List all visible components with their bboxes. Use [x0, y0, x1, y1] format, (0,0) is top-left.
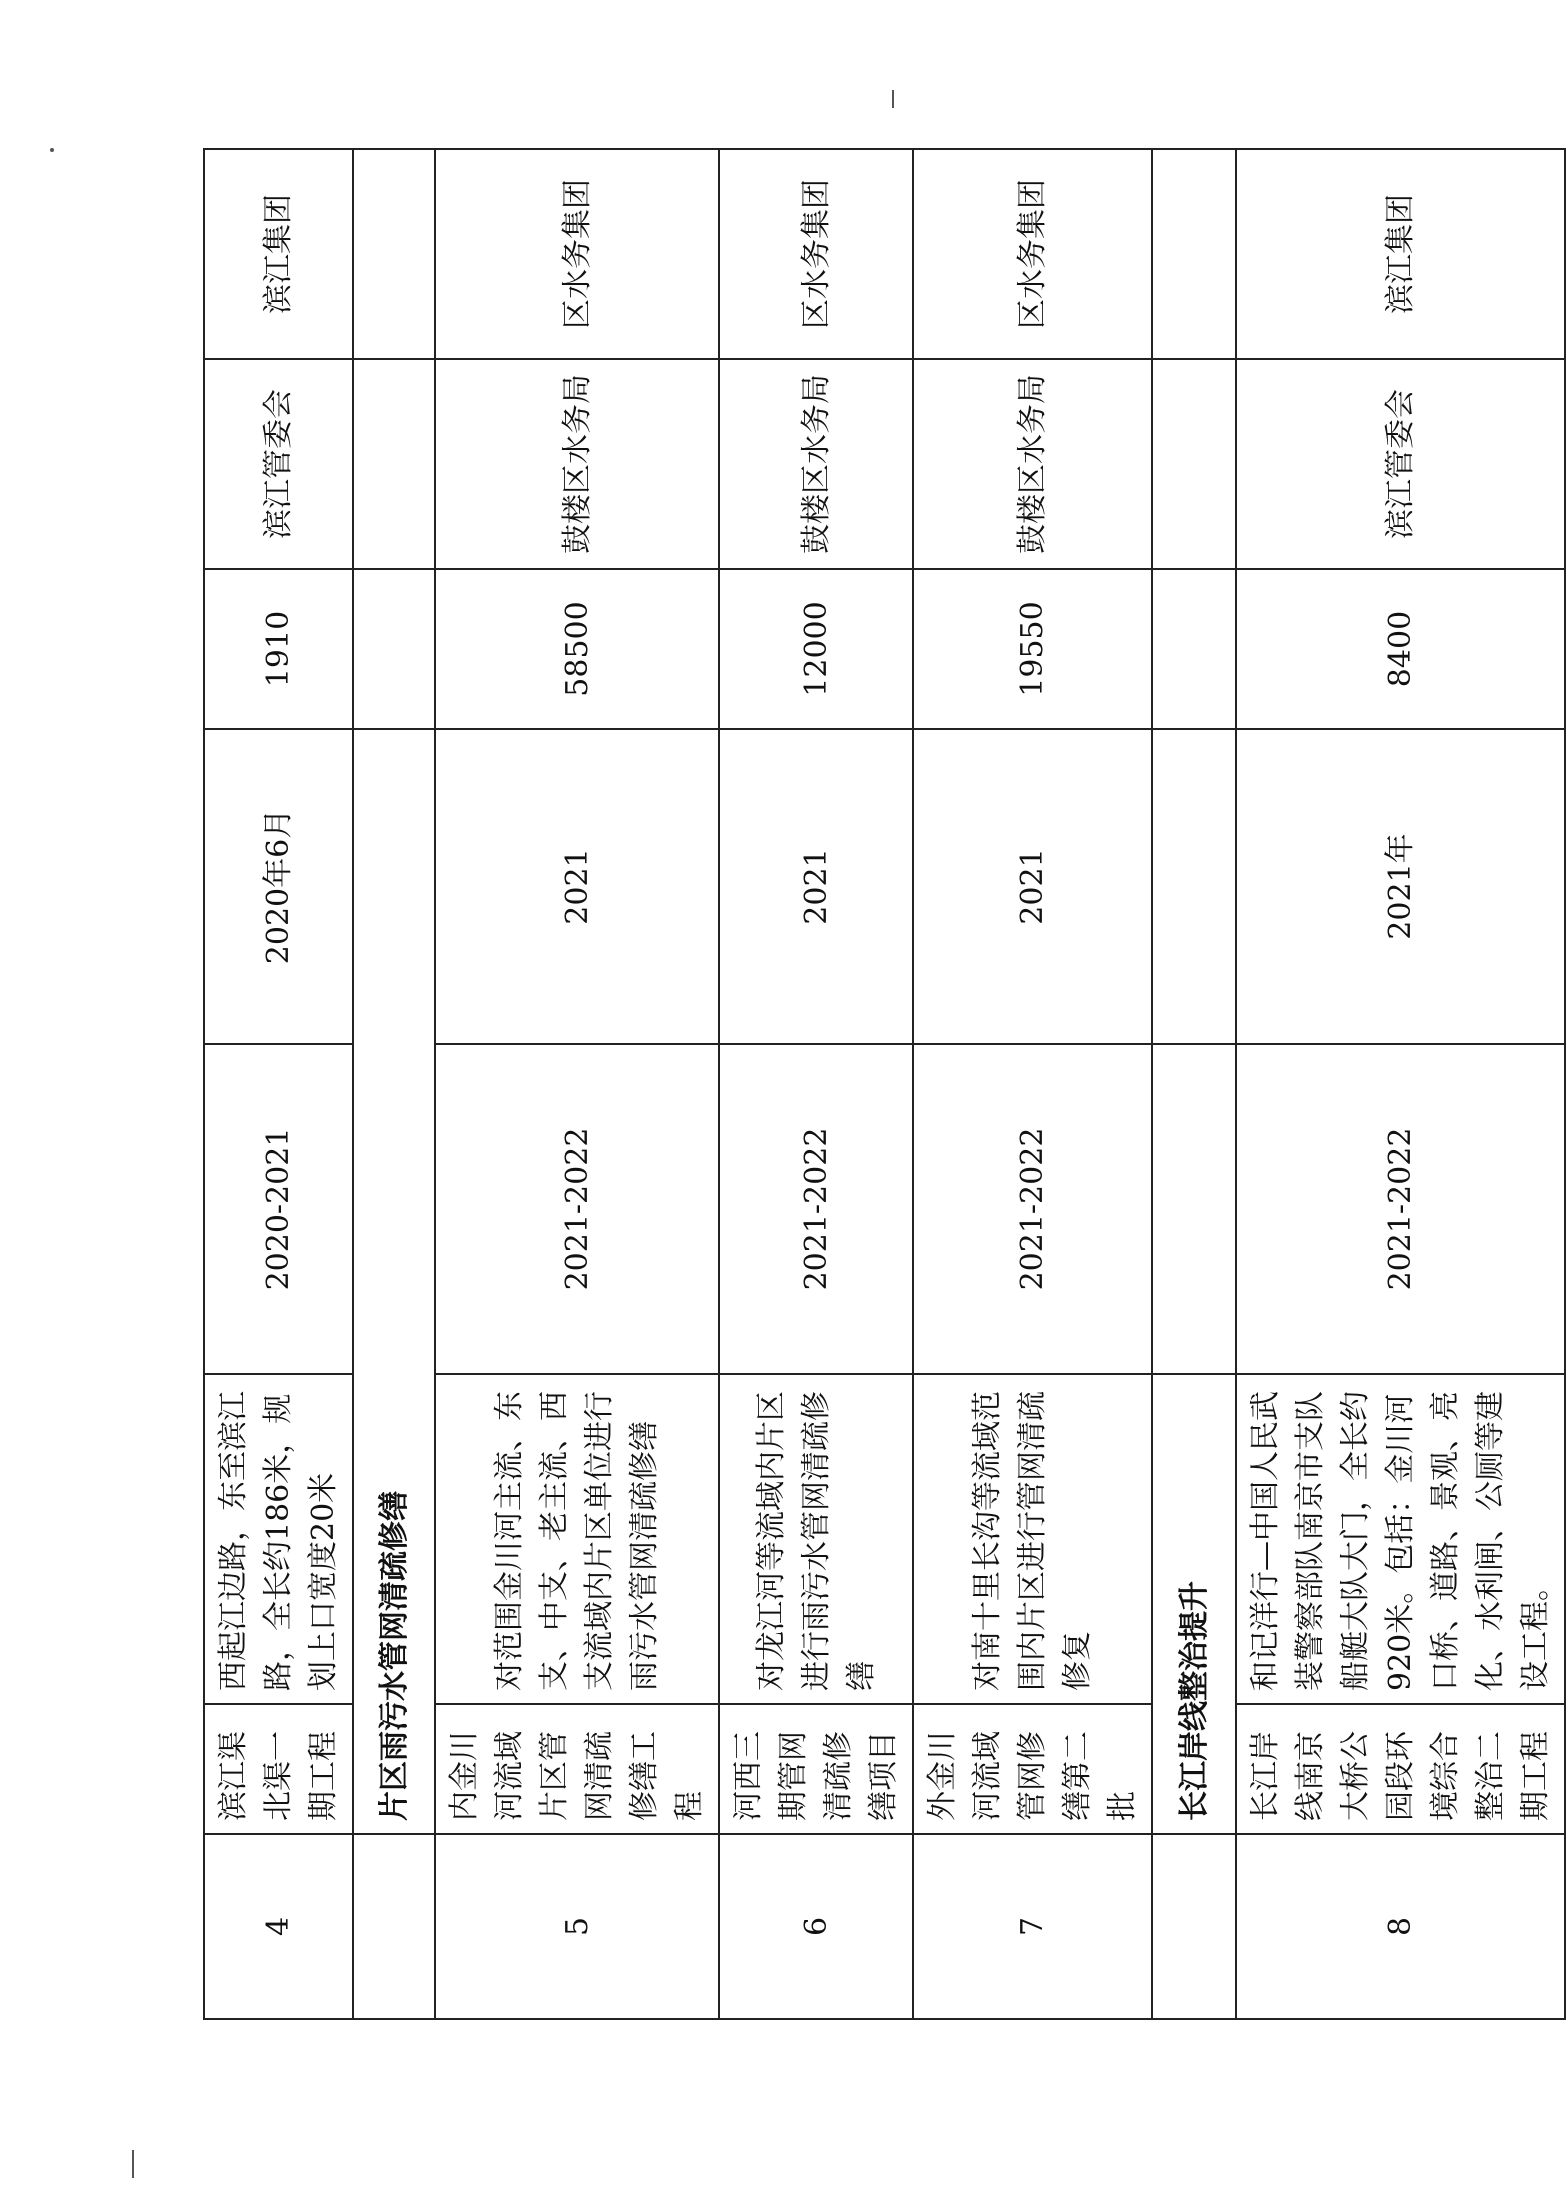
responsible-dept: 滨江管委会	[1236, 359, 1565, 569]
construction-period: 2021-2022	[913, 1044, 1152, 1374]
construction-period: 2021-2022	[435, 1044, 719, 1374]
section-title: 片区雨污水管网清疏修缮	[353, 729, 435, 1834]
section-blank-cell	[1152, 729, 1236, 1044]
table-row	[204, 149, 353, 2019]
section-blank-cell	[353, 569, 435, 729]
start-time: 2021	[435, 729, 719, 1044]
construction-period: 2020-2021	[204, 1044, 353, 1374]
row-number: 5	[435, 1834, 719, 2019]
implementing-unit: 滨江集团	[1236, 149, 1565, 359]
table-row	[435, 149, 719, 2019]
project-name: 外金川河流域管网修缮第二批	[913, 1704, 1152, 1834]
start-time: 2021	[913, 729, 1152, 1044]
construction-period: 2021-2022	[719, 1044, 913, 1374]
section-blank-cell	[1152, 1834, 1236, 2019]
scan-tick-top	[892, 90, 894, 108]
scan-tick-bottom	[132, 2150, 134, 2178]
responsible-dept: 滨江管委会	[204, 359, 353, 569]
project-name: 河西三期管网清疏修缮项目	[719, 1704, 913, 1834]
section-row	[353, 149, 435, 2019]
project-name: 滨江渠北渠一期工程	[204, 1704, 353, 1834]
investment: 8400	[1236, 569, 1565, 729]
start-time: 2021	[719, 729, 913, 1044]
implementing-unit: 滨江集团	[204, 149, 353, 359]
investment: 58500	[435, 569, 719, 729]
project-name: 内金川河流域片区管网清疏修缮工程	[435, 1704, 719, 1834]
project-name: 长江岸线南京大桥公园段环境综合整治二期工程	[1236, 1704, 1565, 1834]
start-time: 2020年6月	[204, 729, 353, 1044]
responsible-dept: 鼓楼区水务局	[719, 359, 913, 569]
row-number: 6	[719, 1834, 913, 2019]
section-blank-cell	[353, 359, 435, 569]
table-row	[1236, 149, 1565, 2019]
row-number: 7	[913, 1834, 1152, 2019]
rotated-page	[203, 150, 1553, 2020]
row-number: 8	[1236, 1834, 1565, 2019]
project-table	[203, 148, 1566, 2020]
project-content: 西起江边路，东至滨江路，全长约186米，规划上口宽度20米	[204, 1374, 353, 1704]
section-blank-cell	[353, 1834, 435, 2019]
project-content: 和记洋行—中国人民武装警察部队南京市支队船艇大队大门，全长约920米。包括：金川河口桥、道路、景观、亮化、水利闸、公厕等建设工程。	[1236, 1374, 1565, 1704]
section-row	[1152, 149, 1236, 2019]
implementing-unit: 区水务集团	[435, 149, 719, 359]
investment: 1910	[204, 569, 353, 729]
responsible-dept: 鼓楼区水务局	[913, 359, 1152, 569]
rotated-table-wrapper	[203, 150, 1553, 2020]
table-row	[913, 149, 1152, 2019]
project-content: 对龙江河等流域内片区进行雨污水管网清疏修缮	[719, 1374, 913, 1704]
section-blank-cell	[353, 149, 435, 359]
section-blank-cell	[1152, 359, 1236, 569]
project-content: 对南十里长沟等流域范围内片区进行管网清疏修复	[913, 1374, 1152, 1704]
section-blank-cell	[1152, 1044, 1236, 1374]
construction-period: 2021-2022	[1236, 1044, 1565, 1374]
project-content: 对范围金川河主流、东支、中支、老主流、西支流域内片区单位进行雨污水管网清疏修缮	[435, 1374, 719, 1704]
table-row	[719, 149, 913, 2019]
investment: 19550	[913, 569, 1152, 729]
scan-dot	[50, 148, 54, 152]
section-blank-cell	[1152, 569, 1236, 729]
investment: 12000	[719, 569, 913, 729]
section-title: 长江岸线整治提升	[1152, 1374, 1236, 1834]
start-time: 2021年	[1236, 729, 1565, 1044]
section-blank-cell	[1152, 149, 1236, 359]
responsible-dept: 鼓楼区水务局	[435, 359, 719, 569]
implementing-unit: 区水务集团	[719, 149, 913, 359]
row-number: 4	[204, 1834, 353, 2019]
implementing-unit: 区水务集团	[913, 149, 1152, 359]
